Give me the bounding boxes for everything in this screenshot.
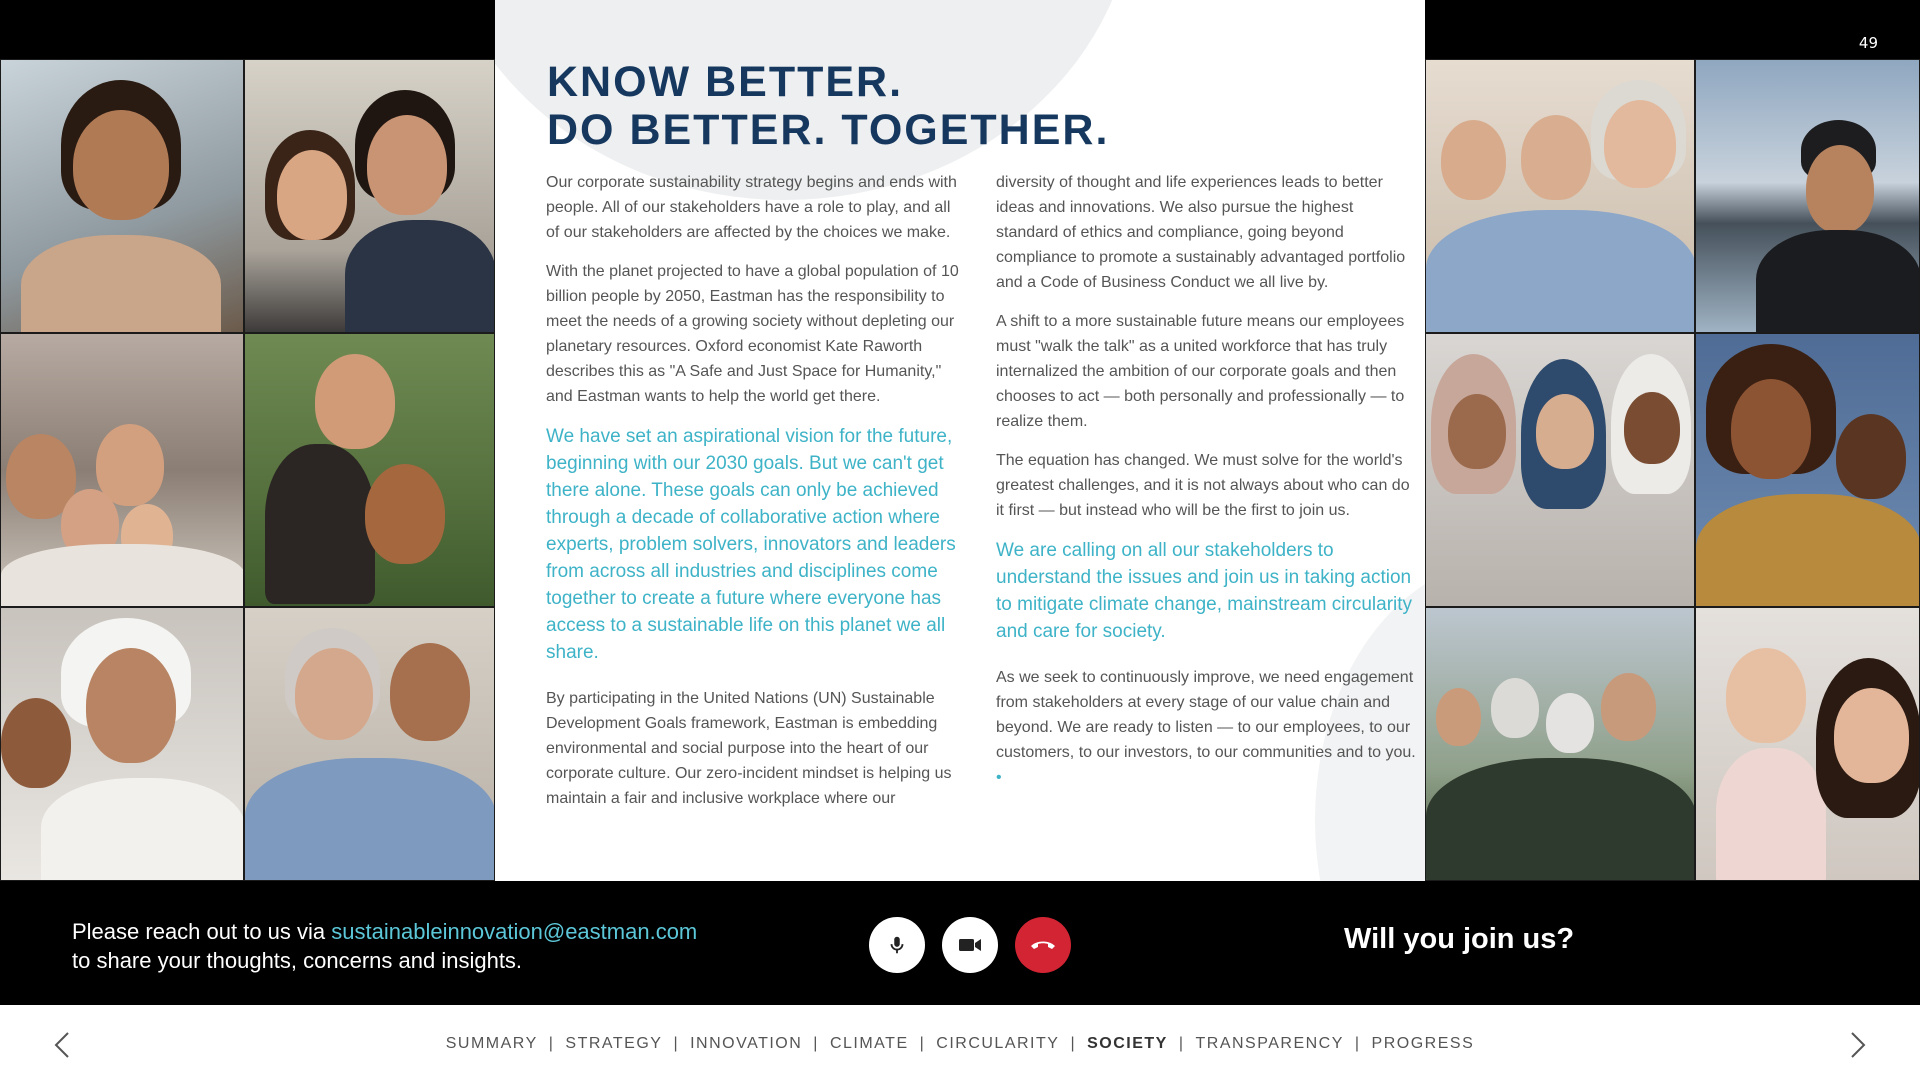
microphone-icon [886,934,908,956]
headline-line-2: DO BETTER. TOGETHER. [547,106,1110,154]
article-page [495,0,1425,881]
photo-older-couple [244,607,495,881]
photo-two-friends [1695,333,1920,607]
page-number: 49 [1858,34,1878,52]
nav-separator: | [548,1035,555,1052]
camera-button[interactable] [942,917,998,973]
end-mark: • [996,769,1002,786]
article-column-2 [996,170,1416,804]
photo-couple-selfie [244,59,495,333]
photo-woman-headphones [0,59,244,333]
pull-quote: We are calling on all our stakeholders to understand the issues and join us in taking action to mitigate climate change, mainstream circularity and care for society. [996,540,1413,642]
nav-item-strategy[interactable]: STRATEGY [565,1035,663,1052]
right-photo-grid [1425,59,1920,881]
paragraph: By participating in the United Nations (UN) Sustainable Development Goals framework, Eastman is embedding environmental and social purpose into the heart of our corporate culture. Our zero-incident mindset is helping us maintain a fair and inclusive workplace where our [546,690,952,807]
nav-items [0,1035,1920,1053]
photo-father-child [0,607,244,881]
paragraph: diversity of thought and life experiences leads to better ideas and innovations. We also pursue the highest standard of ethics and compliance, going beyond compliance to promote a sustainably advantaged portfolio and a Code of Business Conduct we all live by. [996,174,1406,291]
end-call-button[interactable] [1015,917,1071,973]
nav-separator: | [813,1035,819,1052]
microphone-button[interactable] [869,917,925,973]
contact-prefix: Please reach out to us via [72,919,332,944]
nav-item-summary[interactable]: SUMMARY [445,1035,538,1052]
nav-item-climate[interactable]: CLIMATE [829,1035,909,1052]
end-call-icon [1029,937,1057,953]
paragraph: With the planet projected to have a global population of 10 billion people by 2050, Eastman has the responsibility to meet the needs of a growing society without depleting our planetary resources. Oxford economist Kate Raworth describes this as "A Safe and Just Space for Humanity," and Eastman wants to help the world get there. [546,263,959,405]
photo-man-landscape [1695,59,1920,333]
contact-suffix: to share your thoughts, concerns and insights. [72,948,523,973]
photo-group-masks [1425,607,1695,881]
call-bar [0,881,1920,1005]
section-nav [0,1005,1920,1080]
paragraph: Our corporate sustainability strategy begins and ends with people. All of our stakeholders have a role to play, and all of our stakeholders are affected by the choices we make. [546,174,957,241]
photo-three-women-hijab [1425,333,1695,607]
nav-item-transparency[interactable]: TRANSPARENCY [1195,1035,1344,1052]
pull-quote: We have set an aspirational vision for the future, beginning with our 2030 goals. But we can't get there alone. These goals can only be achieved through a decade of collaborative action where experts, problem solvers, innovators and leaders from across all industries and disciplines come together to create a future where everyone has access to a sustainable life on this planet we all share. [546,426,956,663]
closing-text: As we seek to continuously improve, we need engagement from stakeholders at every stage of our value chain and beyond. We are ready to listen — to our employees, to our customers, to our investors, to our communities and to you. [996,669,1416,761]
join-prompt: Will you join us? [1344,923,1575,955]
photo-mother-baby [1695,607,1920,881]
left-photo-grid [0,59,495,881]
photo-man-with-dog [244,333,495,607]
contact-message [72,917,697,975]
headline-line-1: KNOW BETTER. [547,58,904,106]
nav-separator: | [1070,1035,1077,1052]
photo-family-selfie [0,333,244,607]
email-link[interactable]: sustainableinnovation@eastman.com [331,919,698,944]
nav-separator: | [1178,1035,1185,1052]
nav-item-society[interactable]: SOCIETY [1087,1035,1168,1052]
video-camera-icon [957,934,983,956]
article-column-1 [546,170,966,825]
paragraph: A shift to a more sustainable future means our employees must "walk the talk" as a united workforce that has truly internalized the ambition of our corporate goals and then chooses to act — both personally and professionally — to realize them. [996,313,1405,430]
nav-separator: | [673,1035,680,1052]
nav-separator: | [919,1035,926,1052]
nav-item-progress[interactable]: PROGRESS [1371,1035,1475,1052]
nav-item-innovation[interactable]: INNOVATION [690,1035,803,1052]
paragraph: The equation has changed. We must solve for the world's greatest challenges, and it is not always about who can do it first — but instead who will be the first to join us. [996,452,1410,519]
nav-separator: | [1354,1035,1361,1052]
photo-three-women-toast [1425,59,1695,333]
next-page-arrow-icon[interactable] [1846,1031,1870,1059]
page-title [547,58,1109,154]
paragraph [996,665,1416,790]
nav-item-circularity[interactable]: CIRCULARITY [936,1035,1060,1052]
